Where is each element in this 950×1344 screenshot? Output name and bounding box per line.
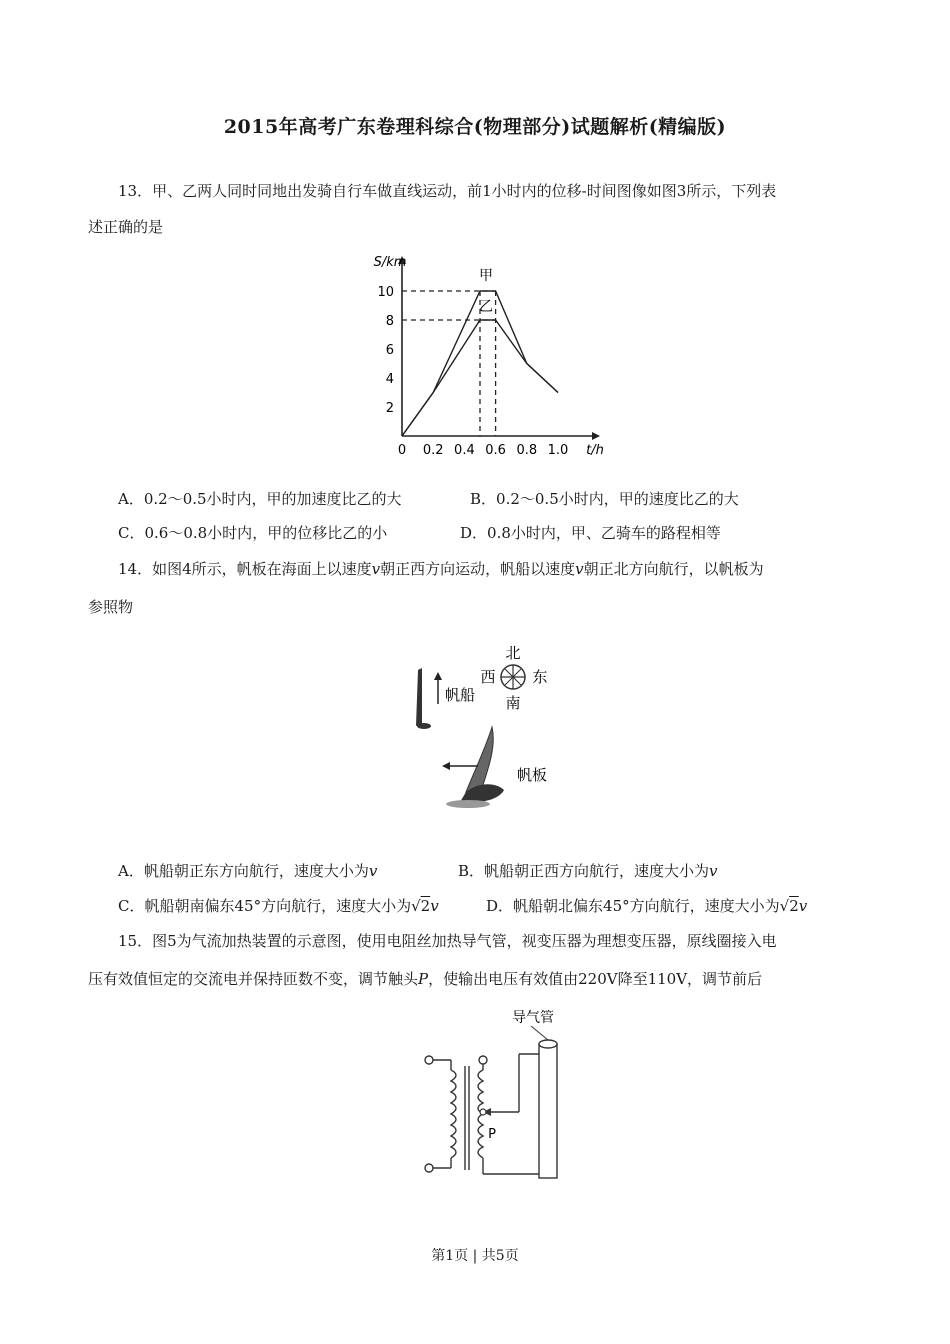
sqrt-symbol: √ <box>411 897 421 915</box>
x-tick-label: 0.4 <box>454 443 475 458</box>
compass-south: 南 <box>505 694 521 712</box>
q13-option-a: A．0.2～0.5小时内，甲的加速度比乙的大 <box>118 490 402 508</box>
x-axis-arrow <box>592 432 600 440</box>
input-terminal-bottom <box>425 1164 433 1172</box>
y-axis-label: S/km <box>373 255 407 270</box>
x-tick-label: 0.6 <box>485 443 506 458</box>
q13-option-c: C．0.6～0.8小时内，甲的位移比乙的小 <box>118 524 388 542</box>
board-label: 帆板 <box>516 766 548 784</box>
q14-option-c: C．帆船朝南偏东45°方向航行，速度大小为√2v <box>118 897 439 915</box>
boat-label: 帆船 <box>444 686 476 704</box>
contact-label: P <box>488 1127 496 1142</box>
input-terminal-top <box>425 1056 433 1064</box>
tube-label: 导气管 <box>512 1010 554 1026</box>
gas-tube <box>539 1040 557 1178</box>
q14-option-d: D．帆船朝北偏东45°方向航行，速度大小为√2v <box>486 897 808 915</box>
x-tick-labels <box>398 443 568 458</box>
y-tick-label: 6 <box>385 343 394 358</box>
q15-stem-line1: 15．图5为气流加热装置的示意图，使用电阻丝加热导气管，视变压器为理想变压器，原线圈接入电 <box>118 932 777 950</box>
x-axis-label: t/h <box>586 443 604 458</box>
sailboard-icon <box>446 727 504 808</box>
y-tick-label: 4 <box>385 372 394 387</box>
series-b-label: 乙 <box>479 299 493 315</box>
output-terminal-top <box>479 1056 487 1064</box>
q14-figure <box>400 632 570 817</box>
compass-east: 东 <box>532 668 548 686</box>
q13-stem-line2: 述正确的是 <box>88 218 164 236</box>
primary-coil <box>451 1070 456 1158</box>
compass-west: 西 <box>480 668 496 686</box>
sailboat-icon <box>416 668 431 729</box>
y-tick-label: 2 <box>385 401 394 416</box>
x-tick-label: 0 <box>397 443 407 458</box>
q13-stem-line1: 13．甲、乙两人同时同地出发骑自行车做直线运动，前1小时内的位移-时间图像如图3所示，下列表 <box>118 182 777 200</box>
y-tick-label: 10 <box>377 285 394 300</box>
y-tick-label: 8 <box>385 314 394 329</box>
page-footer: 第1页 | 共5页 <box>431 1248 519 1264</box>
compass-icon <box>501 665 525 689</box>
q13-option-b: B．0.2～0.5小时内，甲的速度比乙的大 <box>470 490 739 508</box>
compass-north: 北 <box>505 644 521 662</box>
series-a-label: 甲 <box>479 268 493 284</box>
q15-stem-line2: 压有效值恒定的交流电并保持匝数不变，调节触头P，使输出电压有效值由220V降至110V，调节前后 <box>88 970 763 988</box>
q15-figure <box>415 1008 575 1188</box>
q13-option-d: D．0.8小时内，甲、乙骑车的路程相等 <box>460 524 721 542</box>
q14-stem-line1: 14．如图4所示，帆板在海面上以速度v朝正西方向运动，帆船以速度v朝正北方向航行，以帆板为 <box>118 560 764 578</box>
x-tick-label: 0.8 <box>516 443 538 458</box>
x-tick-label: 0.2 <box>422 443 444 458</box>
q14-option-a: A．帆船朝正东方向航行，速度大小为v <box>118 862 378 880</box>
x-tick-label: 1.0 <box>547 443 569 458</box>
y-tick-labels <box>377 285 394 416</box>
sqrt-symbol: √ <box>779 897 790 915</box>
q13-st-graph <box>360 250 620 465</box>
page-title: 2015年高考广东卷理科综合(物理部分)试题解析(精编版) <box>223 116 727 138</box>
q14-stem-line2: 参照物 <box>88 598 134 616</box>
q14-option-b: B．帆船朝正西方向航行，速度大小为v <box>458 862 718 880</box>
